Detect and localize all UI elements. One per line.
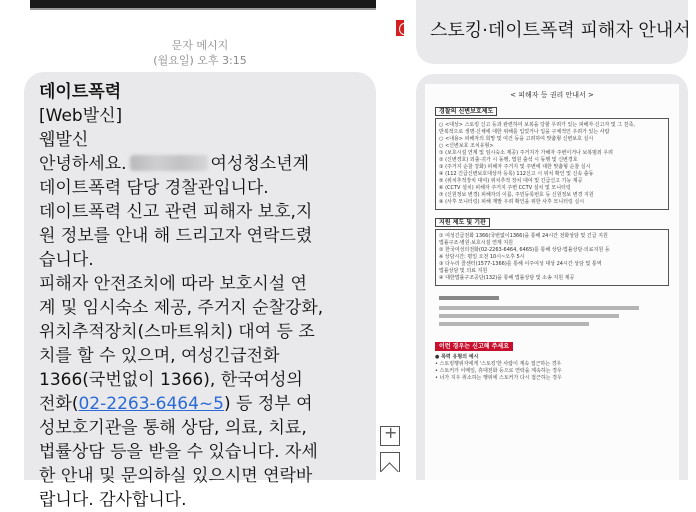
message-line: [Web발신]: [39, 106, 123, 126]
document-line: ⑤ (위치추적장치 대여) 위치추적 장치 대여 및 긴급신고 기능 제공: [439, 178, 583, 184]
document-line: • 스토킹행위자에게 '스토킹'한 사람이 계속 접근하는 경우: [435, 361, 562, 367]
document-line: ② (신변경호) 외출·귀가 시 동행, 법원 출석 시 동행 및 신변경호: [439, 157, 578, 163]
redacted-bar: [439, 296, 499, 300]
message-line: 성보호기관을 통해 상담, 의료, 치료,: [39, 418, 307, 438]
message-line: 데이트폭력 담당 경찰관입니다.: [39, 178, 269, 198]
document-line: 반복적으로 생명·신체에 대한 위해를 입었거나 입을 구체적인 우려가 있는 사람: [439, 129, 610, 135]
message-line-greeting: 안녕하세요. 여성청소년계: [39, 154, 310, 174]
document-line: ○ <신변보호 조치유형>: [439, 143, 494, 149]
plus-square-icon[interactable]: [380, 426, 400, 446]
side-toolbar: [376, 420, 404, 480]
message-line: 웹발신: [39, 130, 89, 150]
document-line: ① 여성긴급전화 1366(국번없이1366)을 통해 24시간 전화상담 및 긴급 지원: [439, 233, 608, 239]
guide-caption-bubble[interactable]: [416, 0, 691, 64]
section-label-report: 이런 경우는 신고해 주세요: [435, 342, 513, 351]
message-line-phone: 전화(02-2263-6464~5) 등 정부 여: [39, 394, 313, 414]
message-line: 치를 할 수 있으며, 여성긴급전화: [39, 346, 280, 366]
message-line: 원 정보를 안내 해 드리고자 연락드렸: [39, 226, 313, 246]
status-bar-divider: [30, 8, 376, 10]
document-line: ● 폭력 유형의 예시: [435, 354, 479, 360]
section-label-support: 지원 제도 및 기관: [435, 218, 490, 227]
message-line: 한 안내 및 문의하실 있으시면 연락바: [39, 466, 313, 486]
message-line: 위치추적장치(스마트워치) 대여 등 조: [39, 322, 315, 342]
document-line: ④ (112 긴급신변보호대상자 등록) 112신고 시 위치 확인 및 신속 출동: [439, 171, 594, 177]
message-kind-label: 문자 메시지: [171, 39, 229, 52]
document-line: ○ <내용> 피해자의 희망 및 여건 등을 고려하여 맞춤형 신변보호 실시: [439, 136, 594, 142]
document-line: ※ 상담시간: 평일 오전 10시~오후 5시: [439, 254, 525, 260]
message-line: 피해자 안전조치에 따라 보호시설 연: [39, 274, 307, 294]
document-line: ② 한국여성의전화(02-2263-6464, 6465)를 통해 상담·법률상담·의료지원 등: [439, 247, 610, 253]
message-line: 1366(국번없이 1366), 한국여성의: [39, 370, 303, 390]
document-line: ③ 다누리 콜센터(1577-1366)를 통해 이주여성 대상 24시간 상담 및 통역: [439, 261, 602, 267]
redacted-station-name: [130, 155, 208, 171]
redacted-bar: [439, 314, 619, 318]
redacted-bar: [439, 322, 589, 326]
document-line: ⑦ (신원정보 변경) 피해자의 이름, 주민등록번호 등 신원정보 변경 지원: [439, 192, 594, 198]
document-line: ⑧ (사후 모니터링) 피해 재발 우려 확인을 위한 사후 모니터링 실시: [439, 199, 585, 205]
document-line: ⑥ (CCTV 설치) 피해자 주거지 주변 CCTV 설치 및 모니터링: [439, 185, 571, 191]
message-line: 랍니다. 감사합니다.: [39, 490, 187, 510]
document-line: ④ 대한법률구조공단(132)을 통해 법률상담 및 소송 지원 제공: [439, 275, 575, 281]
message-line: 법률상담 등을 받을 수 있습니다. 자세: [39, 442, 318, 462]
document-line: 법률구조·병원·보호시설 연계 지원: [439, 240, 513, 246]
guide-image-bubble[interactable]: [416, 74, 688, 480]
message-timestamp: (월요일) 오후 3:15: [153, 54, 247, 67]
message-line: 계 및 임시숙소 제공, 주거지 순찰강화,: [39, 298, 324, 318]
document-line: • 스토커가 이메일, 휴대전화 등으로 연락을 계속하는 경우: [435, 368, 562, 374]
document-title: < 피해자 등 권리 안내서 >: [510, 91, 594, 99]
document-line: ○ <대상> 스토킹 신고 등과 관련하여 보복을 당할 우려가 있는 피해자·신고자 및 그 친족,: [439, 122, 635, 128]
document-line: 법률상담 및 의료 지원: [439, 268, 488, 274]
redacted-block: [435, 292, 669, 332]
message-line: 데이트폭력 신고 관련 피해자 보호,지: [39, 202, 313, 222]
redacted-bar: [439, 306, 639, 310]
document-line: ③ (주거지 순찰 강화) 피해자 주거지 및 주변에 대한 맞춤형 순찰 실시: [439, 164, 591, 170]
section-support: [435, 229, 669, 286]
status-bar: [30, 0, 376, 8]
message-line: 습니다.: [39, 250, 94, 270]
message-title: 데이트폭력: [39, 82, 122, 102]
section-protection: [435, 118, 669, 210]
section-label-protection: 경찰의 신변보호제도: [435, 107, 497, 116]
rights-guide-document: [425, 84, 679, 480]
document-line: • 너가 지우 취소하는 행위에 스토커가 다시 접근하는 경우: [435, 375, 562, 381]
message-bubble[interactable]: [24, 72, 376, 510]
phone-number-link[interactable]: 02-2263-6464~5: [78, 394, 224, 414]
guide-screenshot-panel: [404, 0, 696, 480]
guide-caption: 스토킹·데이트폭력 피해자 안내서: [430, 20, 691, 41]
document-line: ① (보호시설 연계 및 임시숙소 제공) 주거지가 가해자 주변이거나 보복범죄 우려: [439, 150, 614, 156]
bookmark-icon[interactable]: [380, 452, 400, 472]
